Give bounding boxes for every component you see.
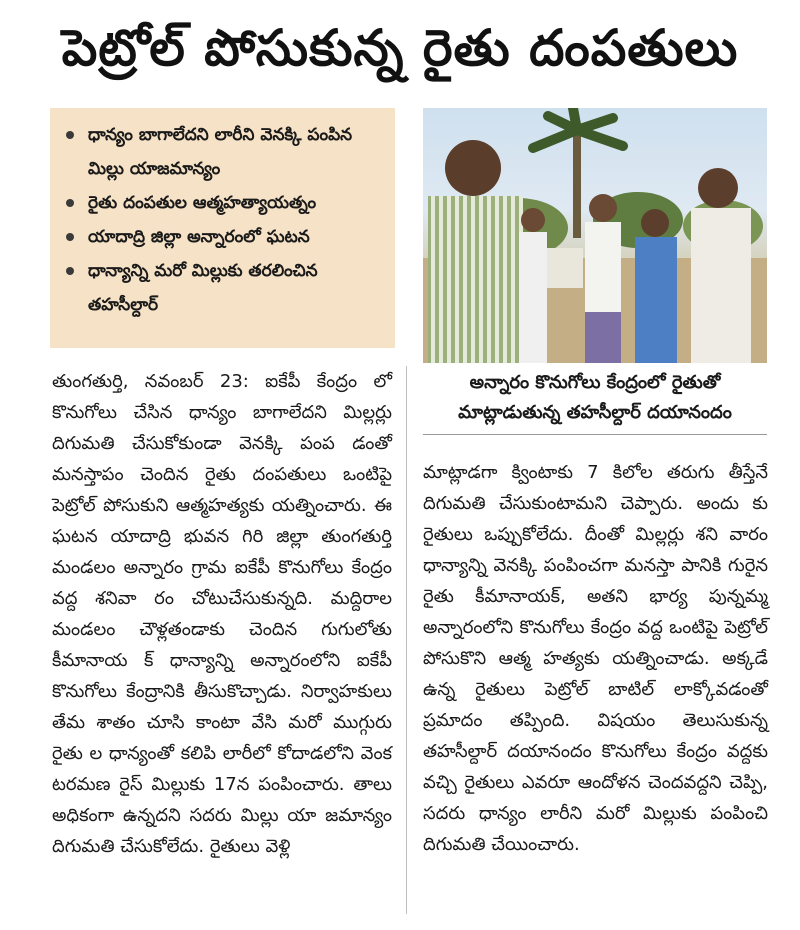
highlight-text: ధాన్యాన్ని మరో మిల్లుకు తరలించిన తహసీల్దార్ [88,261,318,315]
photo-illustration [423,108,767,363]
photo-caption: అన్నారం కొనుగోలు కేంద్రంలో రైతుతో మాట్లాడుతున్న తహసీల్దార్ దయానందం [423,368,767,435]
highlights-box [50,108,395,348]
headline: పెట్రోల్ పోసుకున్న రైతు దంపతులు [61,18,739,77]
bullet-icon [66,267,74,275]
highlight-item [60,254,387,322]
bullet-icon [66,233,74,241]
highlight-text: రైతు దంపతుల ఆత్మహత్యాయత్నం [88,193,317,213]
highlights-list [60,118,387,322]
column-divider [406,366,407,914]
highlight-item [60,220,387,254]
news-photo [423,108,767,363]
article-column-left: తుంగతుర్తి, నవంబర్ 23: ఐకేపీ కేంద్రం లో కొనుగోలు చేసిన ధాన్యం బాగాలేదని మిల్లర్లు దిగుమతి చేసుకోకుండా వెనక్కి పంప డంతో మనస్తాపం చెందిన రైతు దంపతులు ఒంటిపై పెట్రోల్ పోసుకుని ఆత్మహత్యకు యత్నించారు. ఈ ఘటన యాదాద్రి భువన గిరి జిల్లా తుంగతుర్తి మండలం అన్నారం గ్రామ ఐకేపీ కొనుగోలు కేంద్రం వద్ద శనివా రం చోటుచేసుకున్నది. మద్దిరాల మండలం చౌళ్లతండాకు చెందిన గుగులోతు కీమానాయ క్ ధాన్యాన్ని అన్నారంలోని ఐకేపీ కొనుగోలు కేంద్రానికి తీసుకొచ్చాడు. నిర్వాహకులు తేమ శాతం చూసి కాంటా వేసి మరో ముగ్గురు రైతు ల ధాన్యంతో కలిపి లారీలో కోదాడలోని వెంక టరమణ రైస్ మిల్లుకు 17న పంపించారు. తాలు అధికంగా ఉన్నదని సదరు మిల్లు యా జమాన్యం దిగుమతి చేసుకోలేదు. రైతులు వెళ్లి [52,371,392,857]
highlight-item [60,118,387,186]
article-column-right: మాట్లాడగా క్వింటాకు 7 కిలోల తరుగు తీస్తేనే దిగుమతి చేసుకుంటామని చెప్పారు. అందు కు రైతులు ఒప్పుకోలేదు. దీంతో మిల్లర్లు శని వారం ధాన్యాన్ని వెనక్కి పంపించగా మనస్తా పానికి గురైన రైతు కీమానాయక్, అతని భార్య పున్నమ్మ అన్నారంలోని కొనుగోలు కేంద్రం వద్ద ఒంటిపై పెట్రోల్ పోసుకొని ఆత్మ హత్యకు యత్నించాడు. అక్కడే ఉన్న రైతులు పెట్రోల్ బాటిల్ లాక్కోవడంతో ప్రమాదం తప్పింది. విషయం తెలుసుకున్న తహసీల్దార్ దయానందం కొనుగోలు కేంద్రం వద్దకు వచ్చి రైతులు ఎవరూ ఆందోళన చెందవద్దని చెప్పి, సదరు ధాన్యం లారీని మరో మిల్లుకు పంపించి దిగుమతి చేయించారు. [423,462,768,855]
bullet-icon [66,199,74,207]
bullet-icon [66,131,74,139]
highlight-text: యాదాద్రి జిల్లా అన్నారంలో ఘటన [88,227,310,247]
highlight-text: ధాన్యం బాగాలేదని లారీని వెనక్కి పంపిన మిల్లు యాజమాన్యం [88,125,353,179]
highlight-item [60,186,387,220]
